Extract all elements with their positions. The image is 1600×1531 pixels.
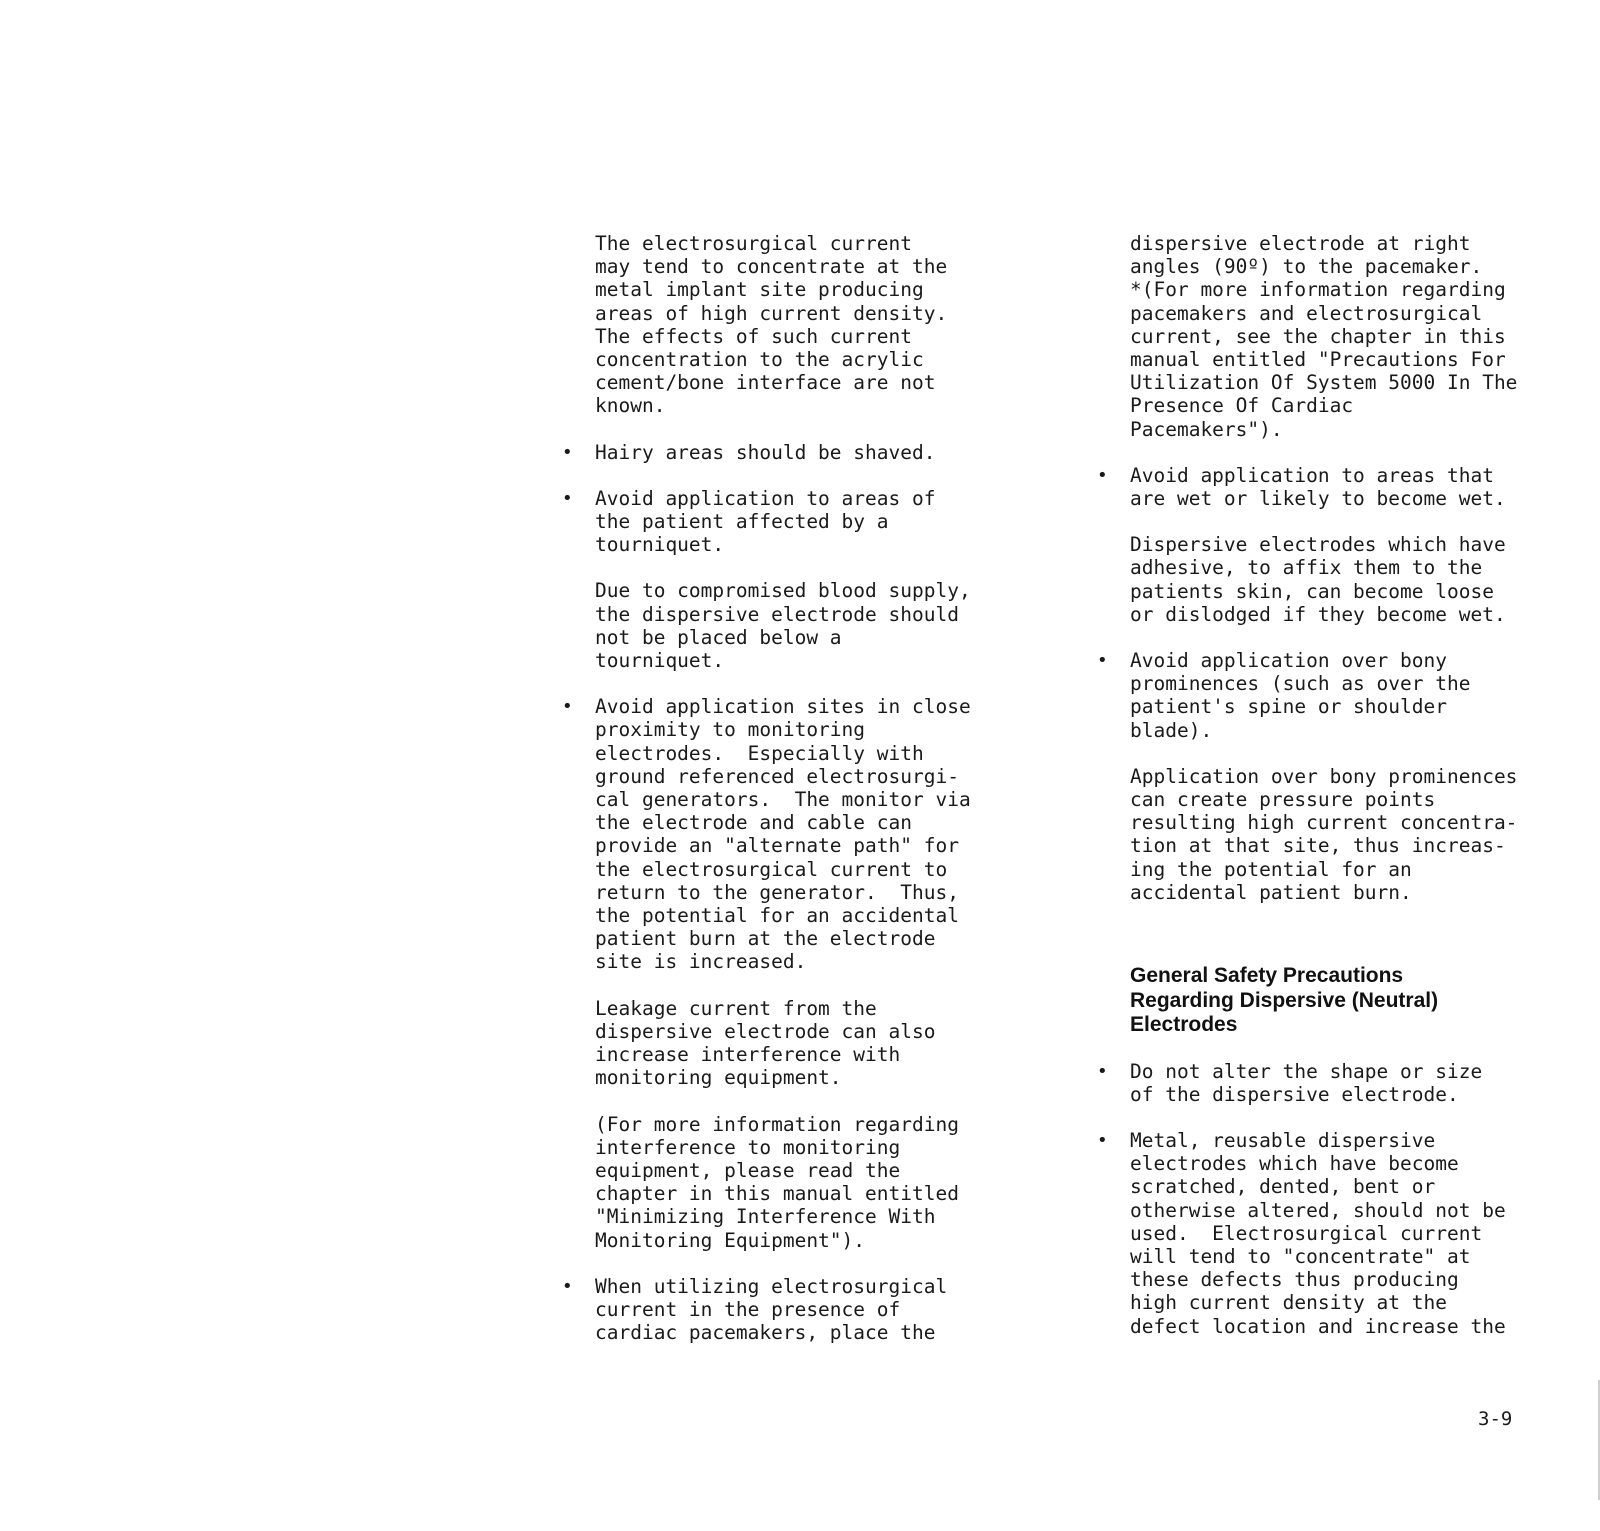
text-line: Application over bony prominences (1130, 764, 1518, 788)
bullet-icon: • (562, 1275, 573, 1297)
text-line: tion at that site, thus increas- (1130, 834, 1506, 858)
text-line: metal implant site producing (595, 278, 924, 302)
paragraph-blood-supply (595, 579, 1015, 672)
text-line: proximity to monitoring (595, 718, 866, 742)
paragraph-pacemaker-continuation (1130, 232, 1570, 441)
text-line: patient burn at the electrode (595, 927, 936, 951)
text-line: tourniquet. (595, 649, 725, 673)
text-line: Leakage current from the (595, 996, 877, 1020)
text-line: "Minimizing Interference With (595, 1205, 936, 1229)
text-line: the electrosurgical current to (595, 857, 948, 881)
text-line: resulting high current concentra- (1130, 811, 1518, 835)
bullet-icon: • (1097, 650, 1108, 672)
text-line: cement/bone interface are not (595, 371, 936, 395)
paragraph-adhesive-electrodes (1130, 533, 1570, 626)
paragraph-interference-reference (595, 1113, 1015, 1252)
text-line: scratched, dented, bent or (1130, 1175, 1436, 1199)
text-line: increase interference with (595, 1043, 901, 1067)
bullet-icon: • (1097, 1129, 1108, 1151)
text-line: pacemakers and electrosurgical (1130, 301, 1483, 325)
text-line: *(For more information regarding (1130, 278, 1506, 302)
text-line: not be placed below a (595, 625, 842, 649)
text-line: blade). (1130, 718, 1213, 742)
text-line: site is increased. (595, 950, 807, 974)
right-column (1097, 232, 1570, 1361)
text-line: Pacemakers"). (1130, 417, 1283, 441)
text-line: The effects of such current (595, 324, 912, 348)
text-line: manual entitled "Precautions For (1130, 348, 1506, 372)
left-column (562, 232, 1015, 1367)
text-line: interference to monitoring (595, 1135, 901, 1159)
text-line: concentration to the acrylic (595, 348, 924, 372)
text-line: Avoid application to areas of (595, 486, 936, 510)
paragraph-metal-implant (595, 232, 1015, 418)
paragraph-leakage-current (595, 997, 1015, 1090)
bullet-item-shape-size (1097, 1059, 1570, 1106)
text-line: return to the generator. Thus, (595, 880, 959, 904)
bullet-item-monitoring-electrodes (562, 695, 1015, 974)
text-line: of the dispersive electrode. (1130, 1082, 1459, 1106)
text-line: areas of high current density. (595, 301, 948, 325)
text-line: adhesive, to affix them to the (1130, 556, 1483, 580)
text-line: Monitoring Equipment"). (595, 1228, 866, 1252)
text-line: patients skin, can become loose (1130, 579, 1494, 603)
section-heading (1130, 964, 1570, 1038)
text-line: or dislodged if they become wet. (1130, 602, 1506, 626)
text-line: ground referenced electrosurgi- (595, 764, 959, 788)
text-line: can create pressure points (1130, 788, 1436, 812)
text-line: dispersive electrode can also (595, 1019, 936, 1043)
page-number: 3-9 (1478, 1408, 1513, 1430)
text-line: current in the presence of (595, 1297, 901, 1321)
bullet-item-hairy-areas (562, 440, 1015, 464)
bullet-icon: • (562, 441, 573, 463)
text-line: cal generators. The monitor via (595, 788, 971, 812)
bullet-item-wet-areas (1097, 463, 1570, 511)
text-line: prominences (such as over the (1130, 672, 1471, 696)
text-line: Avoid application to areas that (1130, 463, 1494, 487)
text-line: When utilizing electrosurgical (595, 1274, 948, 1298)
text-line: angles (90º) to the pacemaker. (1130, 255, 1483, 279)
text-line: the electrode and cable can (595, 811, 912, 835)
bullet-icon: • (1097, 1060, 1108, 1082)
text-line: ing the potential for an (1130, 857, 1412, 881)
text-line: high current density at the (1130, 1291, 1447, 1315)
text-line: these defects thus producing (1130, 1268, 1459, 1292)
text-line: equipment, please read the (595, 1158, 901, 1182)
text-line: Avoid application over bony (1130, 649, 1447, 673)
text-line: Presence Of Cardiac (1130, 394, 1354, 418)
text-line: the patient affected by a (595, 510, 889, 534)
text-line: Metal, reusable dispersive (1130, 1128, 1436, 1152)
text-line: tourniquet. (595, 533, 725, 557)
heading-line: Electrodes (1130, 1013, 1238, 1037)
text-line: used. Electrosurgical current (1130, 1221, 1483, 1245)
bullet-item-bony-prominences (1097, 649, 1570, 742)
text-line: the dispersive electrode should (595, 602, 959, 626)
text-line: electrodes. Especially with (595, 741, 924, 765)
text-line: otherwise altered, should not be (1130, 1198, 1506, 1222)
bullet-icon: • (1097, 464, 1108, 486)
text-line: electrodes which have become (1130, 1152, 1459, 1176)
heading-line: Regarding Dispersive (Neutral) (1130, 988, 1439, 1012)
text-line: dispersive electrode at right (1130, 232, 1471, 255)
text-line: defect location and increase the (1130, 1314, 1506, 1338)
text-line: are wet or likely to become wet. (1130, 487, 1506, 511)
bullet-icon: • (562, 487, 573, 509)
text-line: chapter in this manual entitled (595, 1182, 959, 1206)
bullet-item-tourniquet (562, 486, 1015, 557)
paragraph-pressure-points (1130, 765, 1570, 904)
text-line: provide an "alternate path" for (595, 834, 959, 858)
text-line: accidental patient burn. (1130, 880, 1412, 904)
text-line: (For more information regarding (595, 1112, 959, 1136)
text-line: will tend to "concentrate" at (1130, 1245, 1471, 1268)
text-line: Dispersive electrodes which have (1130, 533, 1506, 557)
bullet-item-pacemakers (562, 1274, 1015, 1345)
bullet-icon: • (562, 696, 573, 718)
text-line: known. (595, 394, 666, 418)
text-line: the potential for an accidental (595, 904, 959, 928)
text-line: patient's spine or shoulder (1130, 695, 1447, 719)
heading-line: General Safety Precautions (1130, 964, 1404, 988)
text-line: current, see the chapter in this (1130, 324, 1506, 348)
bullet-item-metal-reusable (1097, 1128, 1570, 1338)
text-line: Avoid application sites in close (595, 695, 971, 719)
text-line: cardiac pacemakers, place the (595, 1321, 936, 1345)
text-line: The electrosurgical current (595, 232, 912, 255)
text-line: may tend to concentrate at the (595, 255, 948, 279)
text-line: Do not alter the shape or size (1130, 1059, 1483, 1083)
text-line: Hairy areas should be shaved. (595, 440, 936, 464)
text-line: Utilization Of System 5000 In The (1130, 371, 1518, 395)
text-line: Due to compromised blood supply, (595, 579, 971, 603)
text-line: monitoring equipment. (595, 1066, 842, 1090)
